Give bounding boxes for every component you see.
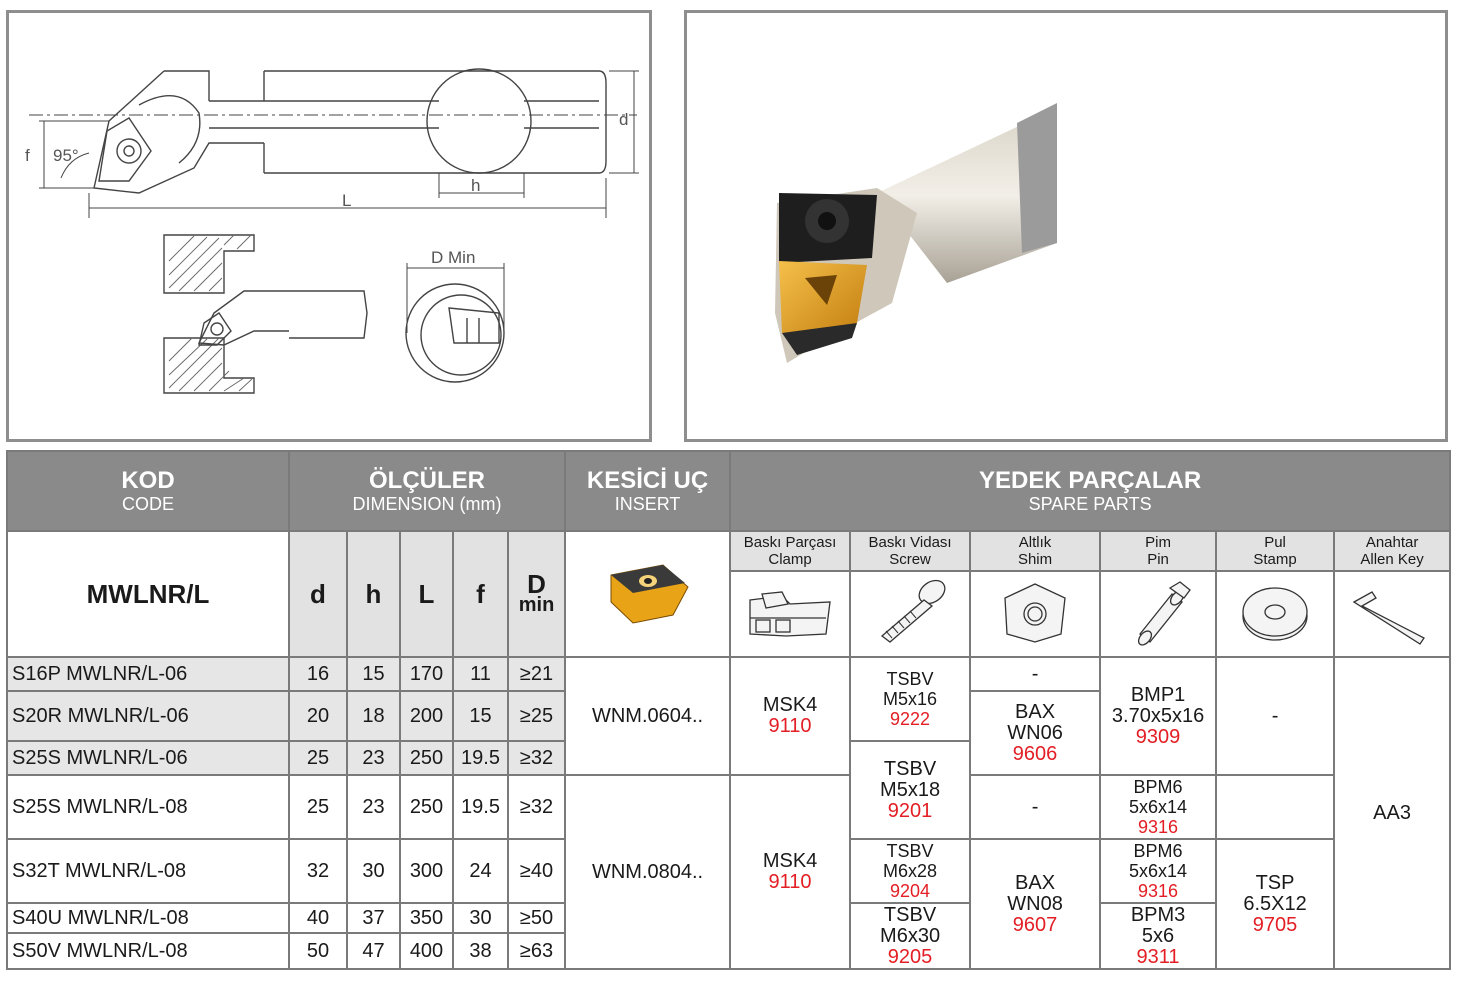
f-dim-label: f: [25, 146, 30, 165]
code-header: KOD CODE: [7, 451, 289, 531]
table-row: S50V MWLNR/L-08 50 47 400 38 ≥63: [7, 933, 1450, 969]
model-name: MWLNR/L: [7, 531, 289, 657]
clamp-header: Baskı Parçası Clamp: [730, 531, 850, 571]
shim-header: Altlık Shim: [970, 531, 1100, 571]
spec-table: [6, 450, 1451, 970]
header-row: [7, 451, 1450, 531]
shim-icon: [987, 576, 1083, 648]
dmin-label: D Min: [431, 248, 476, 267]
stamp-header: Pul Stamp: [1216, 531, 1334, 571]
shim-a: BAX WN06 9606: [970, 691, 1100, 775]
table-row: S40U MWLNR/L-08 40 37 350 30 ≥50 TSBV M6x30 9205 BPM3 5x6 9311: [7, 903, 1450, 933]
screw-header: Baskı Vidası Screw: [850, 531, 970, 571]
insert-image-cell: [565, 531, 730, 657]
product-photo-panel: [684, 10, 1448, 442]
screw-d: TSBV M6x30 9205: [850, 903, 970, 969]
technical-drawing-panel: [6, 10, 652, 442]
clamp-icon: [742, 582, 838, 642]
allen-key-value: AA3: [1334, 657, 1450, 969]
screw-c: TSBV M6x28 9204: [850, 839, 970, 903]
table-row: S25S MWLNR/L-08 25 23 250 19.5 ≥32 WNM.0804.. MSK4 9110 - BPM6 5x6x14 9316: [7, 775, 1450, 839]
dim-d-header: d: [289, 531, 347, 657]
pin-c: BPM6 5x6x14 9316: [1100, 839, 1216, 903]
dim-f-header: f: [453, 531, 508, 657]
table-row: S16P MWLNR/L-06 16 15 170 11 ≥21 WNM.0604.. MSK4 9110 TSBV M5x16 9222 - BMP1 3.70x5x16 9309 - AA3: [7, 657, 1450, 691]
dim-dmin-header: D min: [508, 531, 565, 657]
screw-a: TSBV M5x16 9222: [850, 657, 970, 741]
dim-L-header: L: [400, 531, 453, 657]
stamp-a: TSP 6.5X12 9705: [1216, 839, 1334, 969]
toolholder-drawing: [9, 13, 649, 439]
insert-header: KESİCİ UÇ INSERT: [565, 451, 730, 531]
clamp-group2: MSK4 9110: [730, 775, 850, 969]
boring-bar-photo: [687, 13, 1445, 439]
dim-h-header: h: [347, 531, 400, 657]
L-dim-label: L: [342, 191, 352, 210]
insert-code-group1: WNM.0604..: [565, 657, 730, 775]
allen-key-icon: [1344, 576, 1440, 648]
screw-icon: [862, 576, 958, 648]
shim-b: BAX WN08 9607: [970, 839, 1100, 969]
insert-icon: [603, 557, 693, 627]
stamp-empty: [1216, 775, 1334, 839]
subheader-row: [7, 531, 1450, 571]
stamp-icon: [1227, 576, 1323, 648]
clamp-group1: MSK4 9110: [730, 657, 850, 775]
pin-b: BPM6 5x6x14 9316: [1100, 775, 1216, 839]
d-dim-label: d: [619, 110, 629, 129]
h-dim-label: h: [471, 176, 481, 195]
stamp-dash: -: [1216, 657, 1334, 775]
table-row: S20R MWLNR/L-06 20 18 200 15 ≥25 BAX WN06 9606: [7, 691, 1450, 741]
shim-dash-1: -: [970, 657, 1100, 691]
dimension-header: ÖLÇÜLER DIMENSION (mm): [289, 451, 565, 531]
shim-dash-2: -: [970, 775, 1100, 839]
angle-label: 95°: [53, 146, 79, 165]
spare-parts-header: YEDEK PARÇALAR SPARE PARTS: [730, 451, 1450, 531]
screw-b: TSBV M5x18 9201: [850, 741, 970, 839]
pin-icon: [1110, 576, 1206, 648]
pin-header: Pim Pin: [1100, 531, 1216, 571]
allen-key-header: Anahtar Allen Key: [1334, 531, 1450, 571]
table-row: S25S MWLNR/L-06 25 23 250 19.5 ≥32 TSBV M5x18 9201: [7, 741, 1450, 775]
pin-a: BMP1 3.70x5x16 9309: [1100, 657, 1216, 775]
insert-code-group2: WNM.0804..: [565, 775, 730, 969]
pin-d: BPM3 5x6 9311: [1100, 903, 1216, 969]
table-row: S32T MWLNR/L-08 32 30 300 24 ≥40 TSBV M6x28 9204 BAX WN08 9607 BPM6 5x6x14 9316 TSP 6.5X12 9705: [7, 839, 1450, 903]
